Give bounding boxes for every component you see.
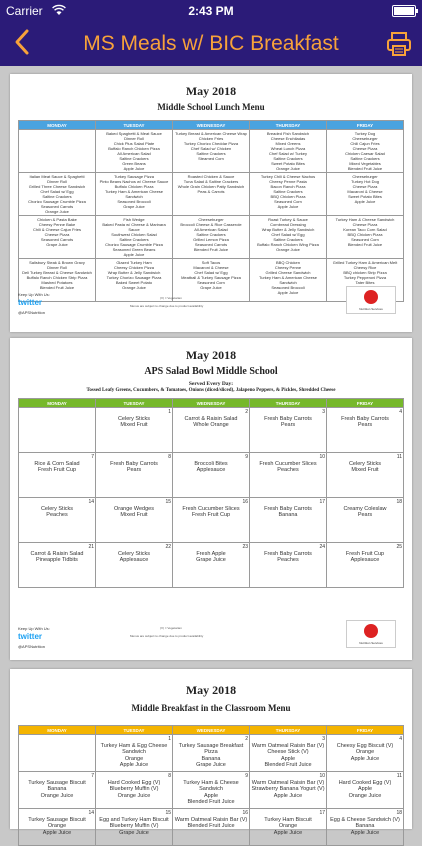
status-time: 2:43 PM bbox=[188, 4, 234, 18]
apple-icon bbox=[364, 290, 378, 304]
breakfast-day-cell bbox=[19, 735, 96, 772]
menu-items: Turkey Ham & Cheese Sandwich Apple Blended Fruit Juice bbox=[183, 779, 239, 805]
day-number: 23 bbox=[242, 544, 248, 550]
nav-title: MS Meals w/ BIC Breakfast bbox=[83, 32, 339, 55]
lunch-day-cell: Cheeseburger Broccoli Cheese & Rice Casserole All American Salad Saltine Crackers Grilled Lemon Pizza Seasoned Carrots Blended Fruit Juice bbox=[173, 216, 250, 259]
salad-menu-page bbox=[10, 338, 412, 660]
menu-items: Fresh Cucumber Slices Fresh Fruit Cup bbox=[182, 505, 240, 518]
salad-week-row bbox=[19, 453, 404, 498]
day-number: 3 bbox=[322, 736, 325, 742]
menu-items: Creamy Coleslaw Pears bbox=[343, 505, 387, 518]
menu-items: Turkey Ham & Egg Cheese Sandwich Orange Apple Juice bbox=[100, 742, 168, 768]
lunch-day-cell: Roast Turkey & Sauce Cornbread Dressing Wrap Butter & Jelly Sandwich Chef Salad w/ Egg Saltine Crackers Buffalo Ranch Chicken Wing Pizza Orange Juice bbox=[250, 216, 327, 259]
status-bar bbox=[0, 0, 422, 22]
day-number: 17 bbox=[319, 810, 325, 816]
salad-day-cell bbox=[250, 543, 327, 588]
salad-month: May 2018 bbox=[185, 348, 237, 362]
menu-items: Celery Sticks Peaches bbox=[40, 505, 74, 518]
salad-day-cell bbox=[173, 453, 250, 498]
breakfast-day-cell bbox=[327, 772, 404, 809]
lunch-week-row bbox=[19, 216, 404, 259]
salad-day-cell bbox=[327, 408, 404, 453]
menu-items: Hard Cooked Egg (V) Apple Orange Juice bbox=[338, 779, 392, 799]
day-number: 7 bbox=[91, 454, 94, 460]
lunch-week-row bbox=[19, 173, 404, 216]
salad-day-cell bbox=[173, 543, 250, 588]
vegetarian-note: (V) = Vegetarian bbox=[160, 296, 182, 300]
menu-items: Warm Oatmeal Raisin Bar (V) Cheese Stick (V) Apple Blended Fruit Juice bbox=[251, 742, 325, 768]
day-number: 11 bbox=[396, 773, 402, 779]
lunch-day-cell: Turkey Breast & American Cheese Wrap Chicken Fries Turkey Chorizo Cheddar Pizza Chef Salad w/ Chicken Saltine Crackers Steamed Corn bbox=[173, 130, 250, 173]
breakfast-month: May 2018 bbox=[185, 683, 237, 697]
menu-items: Fresh Baby Carrots Peaches bbox=[264, 550, 312, 563]
menu-items: Turkey Sausage Biscuit Orange Apple Juice bbox=[28, 816, 86, 836]
salad-day-cell bbox=[96, 408, 173, 453]
day-number: 1 bbox=[168, 736, 171, 742]
day-number: 16 bbox=[242, 810, 248, 816]
day-number: 14 bbox=[88, 810, 94, 816]
breakfast-day-cell bbox=[96, 735, 173, 772]
salad-served-label: Served Every Day: bbox=[188, 381, 234, 387]
lunch-day-cell: Turkey Sausage Pizza Pinto Beans Nachos w/ Cheese Sauce Buffalo Chicken Pizza Turkey Ham & American Cheese Sandwich Seasoned Broccoli Grape Juice bbox=[96, 173, 173, 216]
menu-items: Carrot & Raisin Salad Pineapple Tidbits bbox=[30, 550, 84, 563]
lunch-day-cell: Chicken & Pasta Bake Cheesy Penne Bake Chili & Cheese Cajun Fries Cheese Pizza Seasoned Carrots Grape Juice bbox=[19, 216, 96, 259]
lunch-day-cell: Roasted Chicken & Sauce Tuna Salad & Saltine Crackers Whole Grain Chicken Patty Sandwich Peas & Carrots bbox=[173, 173, 250, 216]
menu-items: Rice & Corn Salad Fresh Fruit Cup bbox=[34, 460, 80, 473]
salad-week-row bbox=[19, 408, 404, 453]
salad-day-cell bbox=[250, 453, 327, 498]
lunch-day-header: THURSDAY bbox=[250, 121, 327, 130]
salad-week-row bbox=[19, 498, 404, 543]
salad-day-cell bbox=[19, 498, 96, 543]
breakfast-day-cell bbox=[96, 809, 173, 846]
day-number: 7 bbox=[91, 773, 94, 779]
twitter-logo[interactable]: twitter bbox=[18, 298, 42, 307]
breakfast-day-cell bbox=[19, 772, 96, 809]
salad-day-header: TUESDAY bbox=[96, 399, 173, 408]
breakfast-day-header: FRIDAY bbox=[327, 726, 404, 735]
menu-items: Fresh Apple Grape Juice bbox=[196, 550, 226, 563]
breakfast-day-cell bbox=[173, 735, 250, 772]
salad-day-cell bbox=[173, 408, 250, 453]
salad-day-cell bbox=[96, 453, 173, 498]
day-number: 25 bbox=[396, 544, 402, 550]
day-number: 4 bbox=[399, 736, 402, 742]
menu-items: Broccoli Bites Applesauce bbox=[194, 460, 228, 473]
menu-items: Celery Sticks Mixed Fruit bbox=[348, 460, 382, 473]
breakfast-title: Middle Breakfast in the Classroom Menu bbox=[131, 703, 291, 713]
lunch-day-cell: Breaded Fish Sandwich Cheese Enchiladas Mixed Greens Wheat Lunch Pizza Chef Salad w/ Turkey Saltine Crackers Sweet Potato Bites Orange Juice bbox=[250, 130, 327, 173]
salad-day-cell bbox=[327, 543, 404, 588]
disclaimer: Menus are subject to change due to product availability bbox=[130, 634, 204, 638]
lunch-day-header: MONDAY bbox=[19, 121, 96, 130]
lunch-day-cell: Baked Spaghetti & Meat Sauce Dinner Roll Chick Plus Salad Plate Buffalo Ranch Chicken Pizza All American Salad Saltine Crackers Green Beans Apple Juice bbox=[96, 130, 173, 173]
day-number: 1 bbox=[168, 409, 171, 415]
menu-items: Cheesy Egg Biscuit (V) Orange Apple Juice bbox=[336, 742, 394, 762]
day-number: 10 bbox=[319, 454, 325, 460]
breakfast-week-row bbox=[19, 735, 404, 772]
twitter-logo[interactable]: twitter bbox=[18, 632, 42, 641]
breakfast-menu-page bbox=[10, 669, 412, 836]
vegetarian-note: (V) = Vegetarian bbox=[160, 626, 182, 630]
twitter-handle[interactable]: @APSNutrition bbox=[18, 310, 45, 315]
menu-items: Warm Oatmeal Raisin Bar (V) Strawberry Banana Yogurt (V) Apple Juice bbox=[251, 779, 325, 799]
day-number: 14 bbox=[88, 499, 94, 505]
menu-items: Celery Sticks Applesauce bbox=[117, 550, 151, 563]
day-number: 24 bbox=[319, 544, 325, 550]
breakfast-day-header: THURSDAY bbox=[250, 726, 327, 735]
lunch-day-cell bbox=[19, 130, 96, 173]
lunch-day-cell: Cheeseburger Turkey Hot Dog Cheese Pizza Macaroni & Cheese Sweet Potato Bites Apple Juice bbox=[327, 173, 404, 216]
printer-icon[interactable] bbox=[386, 31, 412, 57]
salad-calendar bbox=[18, 398, 404, 588]
lunch-day-cell: Glazed Turkey Ham Cheesy Chicken Pizza Wrap Butter & Jelly Sandwich Turkey Chorizo Sausage Pizza Baked Sweet Potato Orange Juice bbox=[96, 259, 173, 302]
menu-items: Turkey Sausage Breakfast Pizza Banana Grape Juice bbox=[178, 742, 244, 768]
lunch-title: Middle School Lunch Menu bbox=[157, 102, 265, 112]
lunch-day-cell: Italian Meat Sauce & Spaghetti Dinner Roll Grilled Three Cheese Sandwich Chef Salad w/ Egg Saltine Crackers Chorizo Sausage Crumble Pizza Seasoned Carrots Orange Juice bbox=[19, 173, 96, 216]
menu-items: Fresh Fruit Cup Applesauce bbox=[345, 550, 385, 563]
salad-day-cell bbox=[19, 408, 96, 453]
breakfast-day-cell bbox=[19, 809, 96, 846]
salad-served-items: Tossed Leafy Greens, Cucumbers, & Tomatoes, Onions (diced/sliced), Jalapeno Peppers, & Pickles, Shredded Cheese bbox=[86, 388, 336, 393]
lunch-day-cell: Turkey Chili & Cheese Nachos Cheesy Penne Pasta Bacon Ranch Pizza Saltine Crackers BBQ Chicken Pizza Seasoned Corn Apple Juice bbox=[250, 173, 327, 216]
breakfast-day-header: MONDAY bbox=[19, 726, 96, 735]
lunch-calendar bbox=[18, 120, 404, 302]
day-number: 15 bbox=[165, 810, 171, 816]
salad-title: APS Salad Bowl Middle School bbox=[144, 366, 278, 377]
carrier-label: Carrier bbox=[6, 4, 43, 18]
lunch-day-cell: Turkey Ham & Cheese Sandwich Cheese Pizza Korean Taco Corn Salad BBQ Chicken Pizza Seasoned Corn Blended Fruit Juice bbox=[327, 216, 404, 259]
salad-day-header: THURSDAY bbox=[250, 399, 327, 408]
menu-items: Fresh Baby Carrots Pears bbox=[264, 415, 312, 428]
salad-keep-up: Keep Up With Us: bbox=[18, 626, 50, 631]
lunch-month: May 2018 bbox=[185, 84, 237, 98]
menu-items: Hard Cooked Egg (V) Blueberry Muffin (V) Orange Juice bbox=[107, 779, 161, 799]
lunch-day-header: TUESDAY bbox=[96, 121, 173, 130]
salad-day-cell bbox=[173, 498, 250, 543]
menu-items: Egg & Cheese Sandwich (V) Banana Apple Juice bbox=[330, 816, 400, 836]
day-number: 3 bbox=[322, 409, 325, 415]
lunch-day-cell: Salisbury Steak & Brown Gravy Dinner Roll Deli Turkey Breast & Cheese Sandwich Buffalo Ranch Chicken Strip Pizza Mashed Potatoes Blended Fruit Juice bbox=[19, 259, 96, 302]
salad-day-cell bbox=[250, 408, 327, 453]
salad-day-header: MONDAY bbox=[19, 399, 96, 408]
breakfast-day-cell bbox=[327, 735, 404, 772]
lunch-day-header: WEDNESDAY bbox=[173, 121, 250, 130]
apple-icon bbox=[364, 624, 378, 638]
day-number: 8 bbox=[168, 773, 171, 779]
day-number: 10 bbox=[319, 773, 325, 779]
breakfast-day-cell bbox=[327, 809, 404, 846]
salad-day-header: WEDNESDAY bbox=[173, 399, 250, 408]
breakfast-day-cell bbox=[173, 772, 250, 809]
menu-items: Celery Sticks Mixed Fruit bbox=[117, 415, 151, 428]
day-number: 8 bbox=[168, 454, 171, 460]
salad-week-row bbox=[19, 543, 404, 588]
menu-items: Turkey Ham Biscuit Orange Apple Juice bbox=[264, 816, 312, 836]
lunch-day-cell: Soft Tacos Macaroni & Cheese Chef Salad w/ Egg Meatball & Turkey Sausage Pizza Seasoned Corn Grape Juice bbox=[173, 259, 250, 302]
lunch-day-cell: Fish Wedge Baked Pasta w/ Cheese & Marinara Sauce Southwest Chicken Salad Saltine Crackers Chorizo Sausage Crumble Pizza Seasoned Green Beans Apple Juice bbox=[96, 216, 173, 259]
breakfast-day-header: TUESDAY bbox=[96, 726, 173, 735]
lunch-day-header: FRIDAY bbox=[327, 121, 404, 130]
breakfast-day-cell bbox=[250, 809, 327, 846]
battery-icon bbox=[392, 5, 416, 17]
day-number: 11 bbox=[396, 454, 402, 460]
day-number: 21 bbox=[88, 544, 94, 550]
salad-day-header: FRIDAY bbox=[327, 399, 404, 408]
breakfast-day-cell bbox=[250, 735, 327, 772]
day-number: 9 bbox=[245, 454, 248, 460]
menu-items: Fresh Cucumber Slices Peaches bbox=[259, 460, 317, 473]
day-number: 2 bbox=[245, 736, 248, 742]
nutrition-services-logo: Nutrition Services bbox=[346, 286, 396, 314]
menu-items: Turkey Sausage Biscuit Banana Orange Juice bbox=[28, 779, 86, 799]
salad-day-cell bbox=[96, 543, 173, 588]
breakfast-day-cell bbox=[173, 809, 250, 846]
lunch-day-cell: BBQ Chicken Cheesy Penne Grilled Cheese Sandwich Turkey Ham & American Cheese Sandwich Seasoned Broccoli Apple Juice bbox=[250, 259, 327, 302]
day-number: 4 bbox=[399, 409, 402, 415]
menu-items: Fresh Baby Carrots Pears bbox=[110, 460, 158, 473]
day-number: 17 bbox=[319, 499, 325, 505]
lunch-day-cell: Turkey Dog Cheeseburger Chili Cajun Fries Cheese Pizza Chicken Caesar Salad Saltine Crackers Mixed Vegetables Blended Fruit Juice bbox=[327, 130, 404, 173]
breakfast-week-row bbox=[19, 772, 404, 809]
salad-day-cell bbox=[327, 453, 404, 498]
menu-items: Egg and Turkey Ham Biscuit Blueberry Muffin (V) Grape Juice bbox=[99, 816, 169, 836]
salad-day-cell bbox=[96, 498, 173, 543]
breakfast-calendar bbox=[18, 725, 404, 846]
menu-items: Carrot & Raisin Salad Whole Orange bbox=[184, 415, 238, 428]
salad-day-cell bbox=[327, 498, 404, 543]
menu-items: Orange Wedges Mixed Fruit bbox=[114, 505, 154, 518]
breakfast-day-cell bbox=[96, 772, 173, 809]
breakfast-week-row bbox=[19, 809, 404, 846]
day-number: 16 bbox=[242, 499, 248, 505]
nutrition-services-logo: Nutrition Services bbox=[346, 620, 396, 648]
lunch-keep-up: Keep Up With Us: bbox=[18, 292, 50, 297]
salad-day-cell bbox=[250, 498, 327, 543]
salad-day-cell bbox=[19, 543, 96, 588]
twitter-handle[interactable]: @APSNutrition bbox=[18, 644, 45, 649]
day-number: 2 bbox=[245, 409, 248, 415]
day-number: 9 bbox=[245, 773, 248, 779]
menu-items: Fresh Baby Carrots Pears bbox=[341, 415, 389, 428]
salad-day-cell bbox=[19, 453, 96, 498]
lunch-week-row bbox=[19, 130, 404, 173]
breakfast-day-cell bbox=[250, 772, 327, 809]
menu-document-scroll[interactable] bbox=[0, 66, 422, 836]
lunch-menu-page bbox=[10, 74, 412, 332]
disclaimer: Menus are subject to change due to product availability bbox=[130, 304, 204, 308]
menu-items: Fresh Baby Carrots Banana bbox=[264, 505, 312, 518]
breakfast-day-header: WEDNESDAY bbox=[173, 726, 250, 735]
day-number: 22 bbox=[165, 544, 171, 550]
day-number: 18 bbox=[396, 499, 402, 505]
lunch-day-cell: Grilled Turkey Ham & American Melt Cheesy Rice BBQ chicken Strip Pizza Turkey Pepperoni Pizza Tater Bites bbox=[327, 259, 404, 302]
back-chevron-icon[interactable] bbox=[14, 28, 30, 56]
menu-items: Warm Oatmeal Raisin Bar (V) Blended Fruit Juice bbox=[174, 816, 248, 829]
day-number: 15 bbox=[165, 499, 171, 505]
day-number: 18 bbox=[396, 810, 402, 816]
navigation-bar bbox=[0, 22, 422, 66]
